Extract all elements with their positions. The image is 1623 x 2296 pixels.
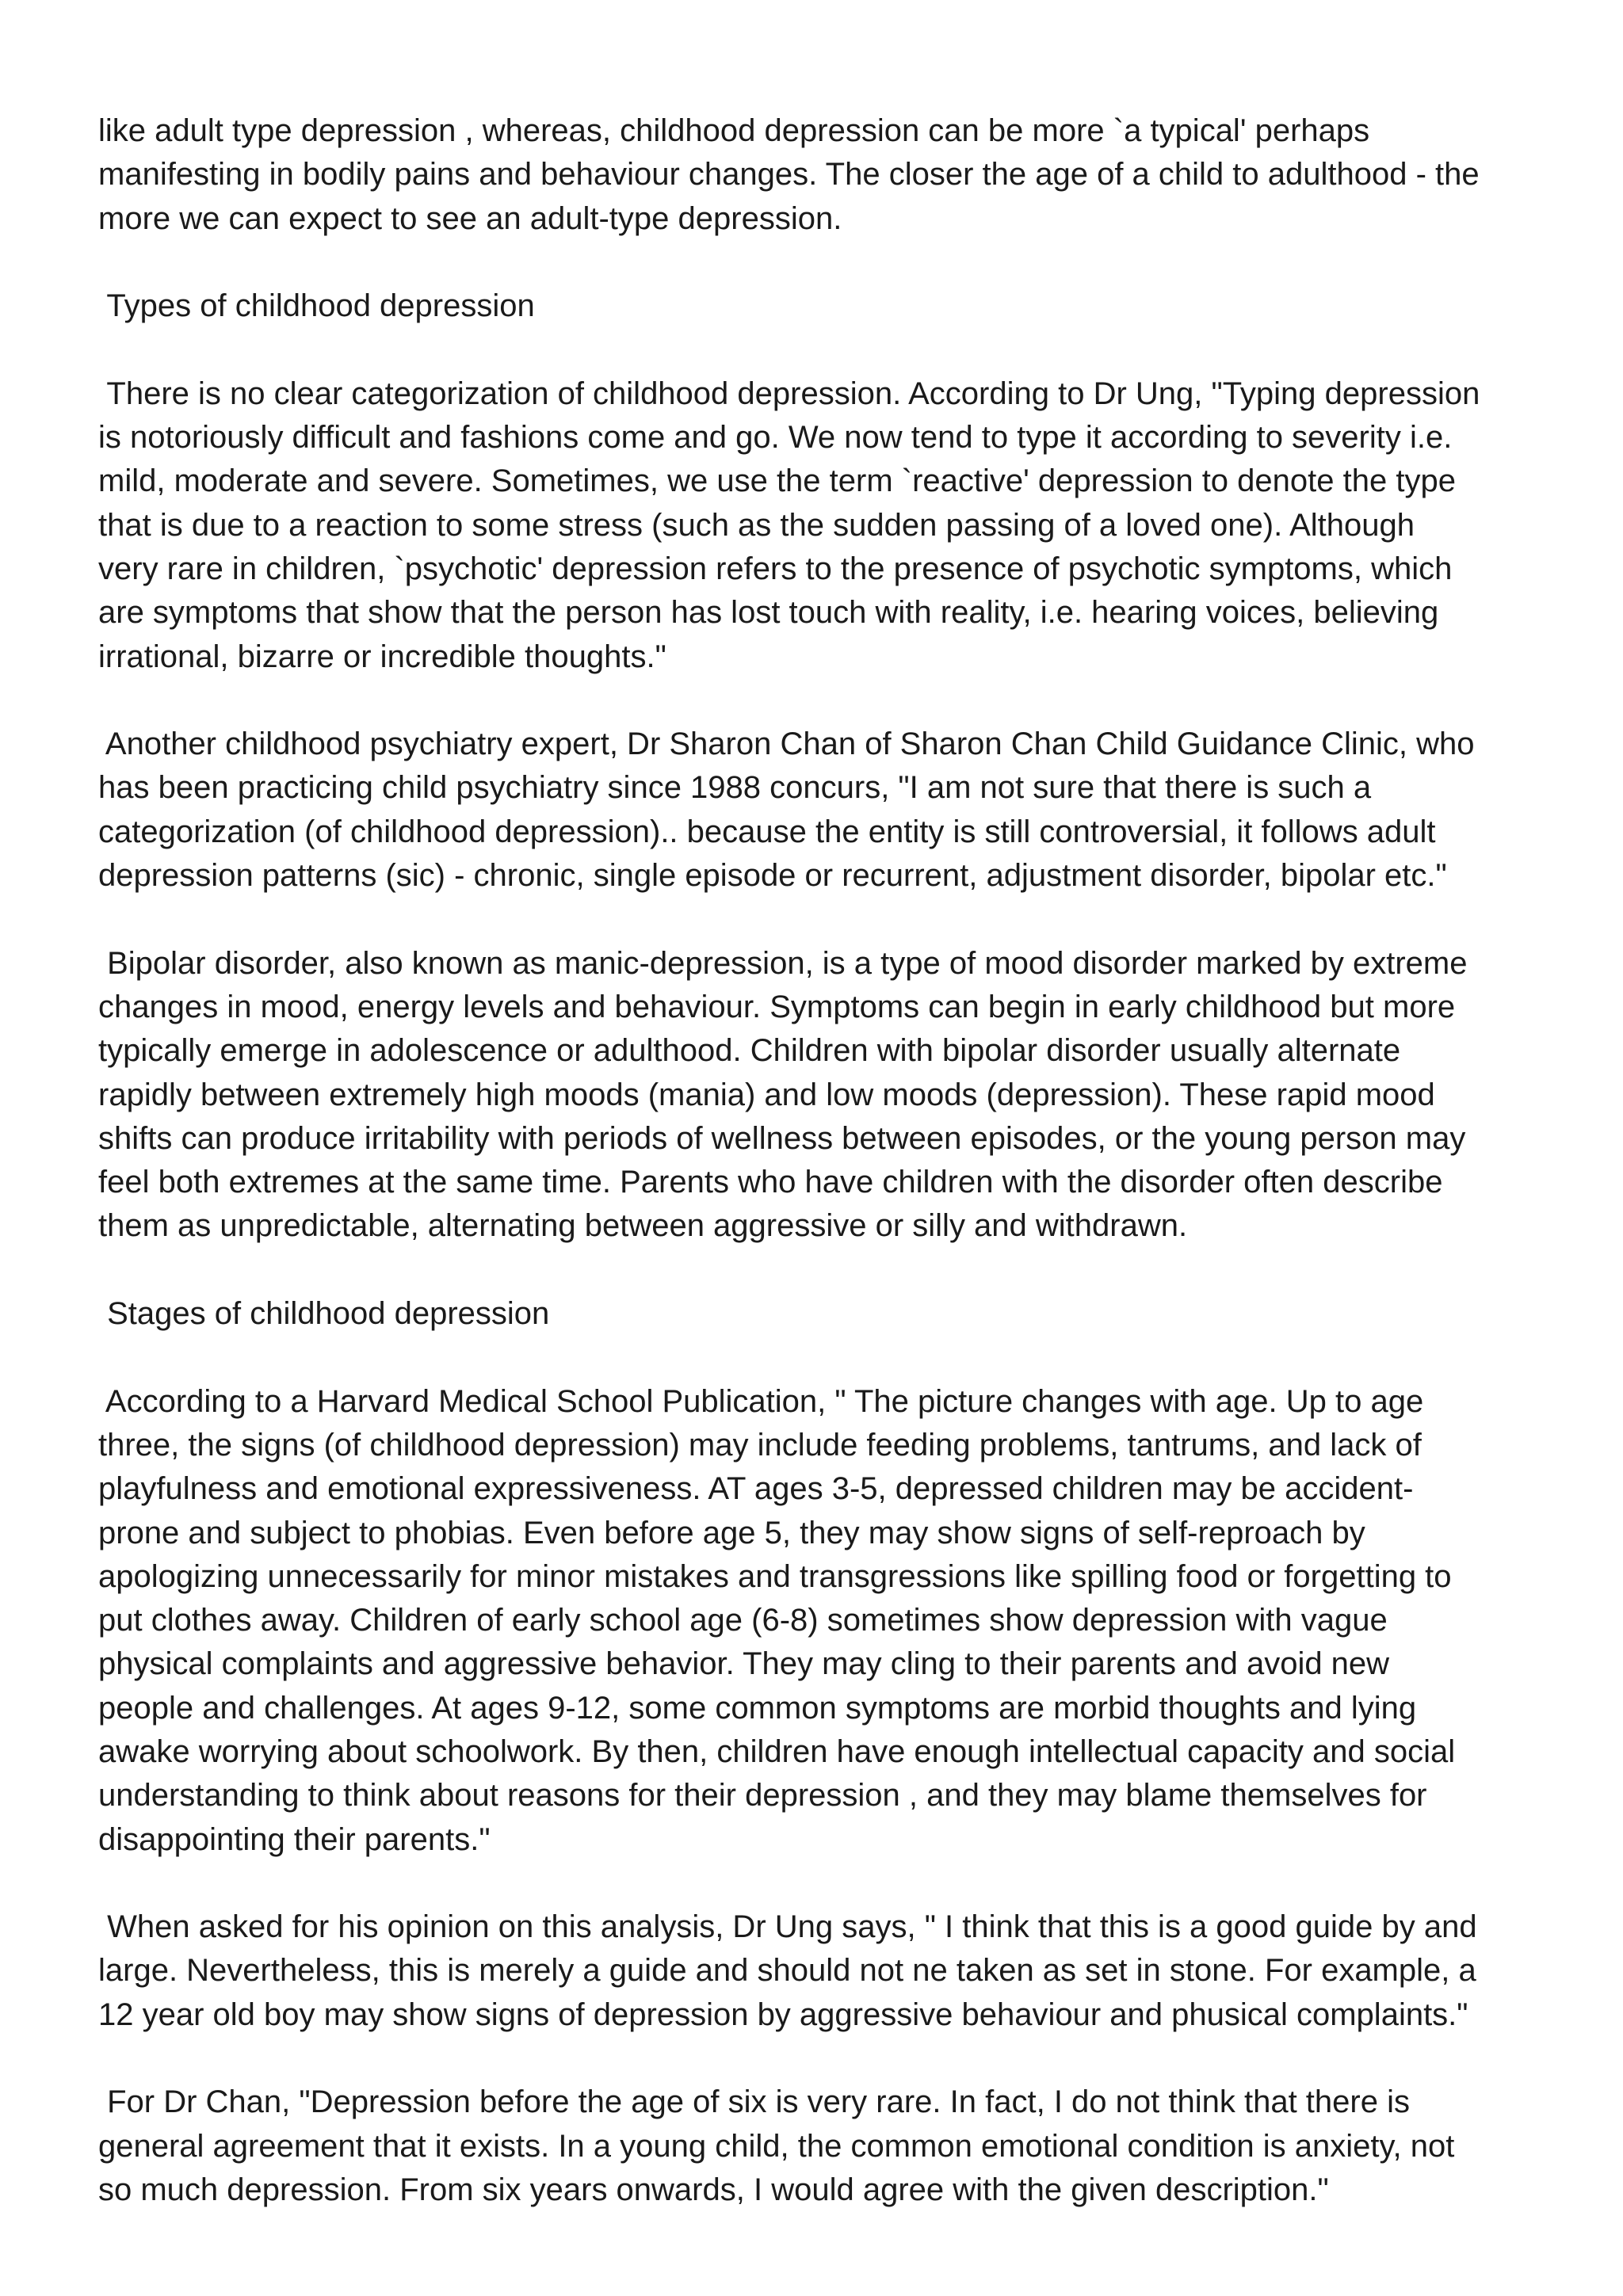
- text-line: large. Nevertheless, this is merely a guide and should not ne taken as set in stone. For example, a: [98, 1953, 1476, 1989]
- text-line: general agreement that it exists. In a young child, the common emotional condition is anxiety, not: [98, 2128, 1455, 2164]
- text-line: is notoriously difficult and fashions come and go. We now tend to type it according to severity i.e.: [98, 420, 1453, 456]
- section-heading: [98, 1292, 1549, 1336]
- text-line: are symptoms that show that the person has lost touch with reality, i.e. hearing voices, believing: [98, 595, 1439, 631]
- text-line: playfulness and emotional expressiveness. AT ages 3-5, depressed children may be accident-: [98, 1471, 1414, 1507]
- text-line: Bipolar disorder, also known as manic-depression, is a type of mood disorder marked by extreme: [98, 945, 1468, 981]
- text-line: typically emerge in adolescence or adulthood. Children with bipolar disorder usually alternate: [98, 1033, 1401, 1069]
- text-line: like adult type depression , whereas, childhood depression can be more `a typical' perhaps: [98, 113, 1370, 148]
- body-paragraph: [98, 372, 1549, 679]
- text-line: manifesting in bodily pains and behaviour changes. The closer the age of a child to adulthood - the: [98, 157, 1480, 193]
- document-page: [98, 109, 1549, 2256]
- body-paragraph: [98, 2081, 1549, 2212]
- text-line: more we can expect to see an adult-type depression.: [98, 200, 842, 236]
- body-paragraph: [98, 1380, 1549, 1862]
- text-line: irrational, bizarre or incredible thoughts.": [98, 639, 666, 674]
- body-paragraph: [98, 942, 1549, 1249]
- text-line: There is no clear categorization of childhood depression. According to Dr Ung, "Typing depression: [98, 376, 1480, 411]
- body-paragraph: [98, 1905, 1549, 2037]
- text-line: When asked for his opinion on this analysis, Dr Ung says, " I think that this is a good guide by and: [98, 1909, 1477, 1945]
- text-line: According to a Harvard Medical School Publication, " The picture changes with age. Up to age: [98, 1383, 1424, 1419]
- text-line: rapidly between extremely high moods (mania) and low moods (depression). These rapid mood: [98, 1077, 1435, 1112]
- body-paragraph: [98, 109, 1549, 241]
- text-line: depression patterns (sic) - chronic, single episode or recurrent, adjustment disorder, bipolar etc.": [98, 858, 1447, 894]
- text-line: mild, moderate and severe. Sometimes, we use the term `reactive' depression to denote the type: [98, 463, 1456, 499]
- text-line: so much depression. From six years onwards, I would agree with the given description.": [98, 2172, 1329, 2207]
- text-line: 12 year old boy may show signs of depression by aggressive behaviour and phusical complaints.": [98, 1997, 1468, 2032]
- text-line: disappointing their parents.": [98, 1821, 491, 1857]
- text-line: people and challenges. At ages 9-12, some common symptoms are morbid thoughts and lying: [98, 1690, 1417, 1726]
- text-line: has been practicing child psychiatry since 1988 concurs, "I am not sure that there is such a: [98, 770, 1372, 806]
- text-line: physical complaints and aggressive behavior. They may cling to their parents and avoid new: [98, 1646, 1390, 1682]
- text-line: three, the signs (of childhood depression) may include feeding problems, tantrums, and lack of: [98, 1427, 1422, 1463]
- text-line: put clothes away. Children of early school age (6-8) sometimes show depression with vague: [98, 1603, 1388, 1638]
- text-line: changes in mood, energy levels and behaviour. Symptoms can begin in early childhood but more: [98, 989, 1456, 1024]
- text-line: very rare in children, `psychotic' depression refers to the presence of psychotic symptoms, which: [98, 551, 1453, 586]
- section-heading: [98, 284, 1549, 328]
- text-line: them as unpredictable, alternating between aggressive or silly and withdrawn.: [98, 1208, 1188, 1244]
- text-line: that is due to a reaction to some stress (such as the sudden passing of a loved one). Although: [98, 507, 1415, 543]
- text-line: understanding to think about reasons for their depression , and they may blame themselves for: [98, 1778, 1427, 1814]
- text-line: Another childhood psychiatry expert, Dr Sharon Chan of Sharon Chan Child Guidance Clinic, who: [98, 727, 1475, 762]
- text-line: apologizing unnecessarily for minor mistakes and transgressions like spilling food or forgetting to: [98, 1558, 1452, 1594]
- text-line: categorization (of childhood depression).. because the entity is still controversial, it follows adult: [98, 814, 1436, 849]
- text-line: awake worrying about schoolwork. By then, children have enough intellectual capacity and social: [98, 1733, 1456, 1769]
- body-paragraph: [98, 723, 1549, 898]
- text-line: shifts can produce irritability with periods of wellness between episodes, or the young person may: [98, 1120, 1466, 1156]
- text-line: Stages of childhood depression: [98, 1296, 550, 1332]
- text-line: Types of childhood depression: [98, 288, 535, 324]
- text-line: feel both extremes at the same time. Parents who have children with the disorder often describe: [98, 1165, 1443, 1200]
- text-line: prone and subject to phobias. Even before age 5, they may show signs of self-reproach by: [98, 1515, 1365, 1550]
- text-line: For Dr Chan, "Depression before the age of six is very rare. In fact, I do not think that there is: [98, 2084, 1410, 2120]
